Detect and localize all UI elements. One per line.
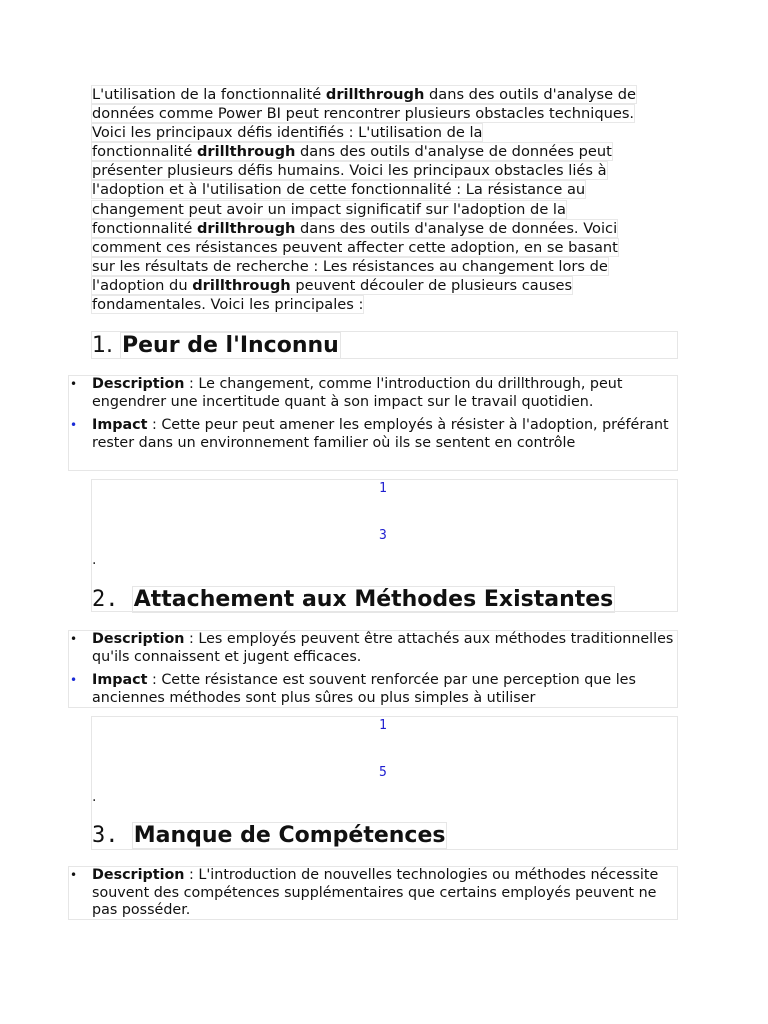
trailing-period: . — [92, 789, 97, 805]
section-3-heading — [92, 822, 447, 850]
reference-link[interactable]: 1 — [379, 718, 387, 733]
reference-link[interactable]: 1 — [379, 481, 387, 496]
item-label: Description — [92, 376, 185, 392]
intro-line — [91, 180, 586, 199]
text-run: peuvent découler de plusieurs causes — [290, 276, 573, 294]
bold-term: drillthrough — [196, 143, 296, 161]
section-1-references — [91, 479, 678, 612]
section-1-heading-box — [91, 331, 678, 359]
list-item — [70, 376, 677, 411]
bullet-icon: • — [70, 673, 78, 688]
bullet-icon: • — [70, 418, 78, 433]
text-run: fonctionnalité — [92, 143, 197, 161]
bullet-icon: • — [70, 868, 78, 882]
text-run: Voici les principaux défis identifiés : L'utilisation de la — [92, 124, 483, 142]
text-run: l'adoption du — [92, 276, 193, 294]
item-label: Impact — [92, 417, 148, 434]
text-run: comment ces résistances peuvent affecter cette adoption, en se basant — [92, 238, 618, 256]
intro-line — [91, 123, 483, 142]
item-label: Impact — [92, 672, 148, 689]
section-number: 3. — [92, 823, 119, 848]
bullet-icon: • — [70, 377, 78, 391]
item-text: : Cette résistance est souvent renforcée par une perception que les anciennes méthodes sont plus sûres ou plus simples à utiliser — [92, 672, 636, 706]
intro-line — [91, 200, 567, 219]
intro-paragraph — [91, 85, 679, 314]
section-title: Manque de Compétences — [133, 823, 446, 848]
intro-line — [91, 104, 635, 123]
item-text: : Les employés peuvent être attachés aux méthodes traditionnelles qu'ils connaissent et jugent efficaces. — [92, 631, 674, 665]
text-run: dans des outils d'analyse de — [424, 86, 636, 103]
section-title: Attachement aux Méthodes Existantes — [133, 587, 614, 612]
section-number: 2. — [92, 587, 119, 612]
text-run: sur les résultats de recherche : Les résistances au changement lors de — [92, 257, 608, 275]
bold-term: drillthrough — [325, 86, 425, 103]
section-1-heading — [92, 332, 677, 360]
text-run: dans des outils d'analyse de données. Voici — [295, 219, 618, 237]
item-text: : L'introduction de nouvelles technologies ou méthodes nécessite souvent des compétences supplémentaires que certains employés peuvent ne pas posséder. — [92, 867, 659, 919]
item-text: : Le changement, comme l'introduction du drillthrough, peut engendrer une incertitude quant à son impact sur le travail quotidien. — [92, 376, 623, 410]
item-label: Description — [92, 631, 185, 647]
list-item — [70, 417, 677, 452]
intro-line — [91, 219, 618, 238]
reference-link[interactable]: 5 — [379, 765, 387, 780]
section-title: Peur de l'Inconnu — [122, 333, 339, 358]
bullet-icon: • — [70, 632, 78, 646]
intro-line — [91, 142, 613, 161]
trailing-period: . — [92, 552, 97, 568]
text-run: L'utilisation de la fonctionnalité — [92, 86, 326, 103]
intro-line — [91, 257, 609, 276]
section-2-list — [68, 630, 678, 708]
intro-line — [91, 85, 637, 104]
text-run: changement peut avoir un impact significatif sur l'adoption de la — [92, 200, 566, 218]
text-run: données comme Power BI peut rencontrer plusieurs obstacles techniques. — [92, 105, 635, 123]
intro-line — [91, 161, 608, 180]
section-1-list — [68, 375, 678, 471]
intro-line — [91, 276, 573, 295]
text-run: fondamentales. Voici les principales : — [92, 296, 364, 314]
text-run: présenter plusieurs défis humains. Voici les principaux obstacles liés à — [92, 162, 607, 180]
text-run: l'adoption et à l'utilisation de cette fonctionnalité : La résistance au — [92, 181, 586, 199]
section-2-references — [91, 716, 678, 850]
intro-line — [91, 238, 619, 257]
text-run: fonctionnalité — [92, 219, 197, 237]
item-label: Description — [92, 867, 185, 883]
bold-term: drillthrough — [196, 219, 296, 237]
reference-link[interactable]: 3 — [379, 528, 387, 543]
item-text: : Cette peur peut amener les employés à résister à l'adoption, préférant rester dans un environnement familier où ils se sentent en contrôle — [92, 417, 669, 451]
list-item — [70, 631, 677, 666]
text-run: dans des outils d'analyse de données peut — [295, 143, 612, 161]
section-2-heading — [92, 586, 615, 614]
bold-term: drillthrough — [192, 276, 291, 294]
list-item — [70, 672, 677, 707]
intro-line — [91, 295, 364, 314]
section-number: 1. — [92, 333, 113, 358]
list-item — [70, 867, 677, 920]
section-3-list — [68, 866, 678, 920]
